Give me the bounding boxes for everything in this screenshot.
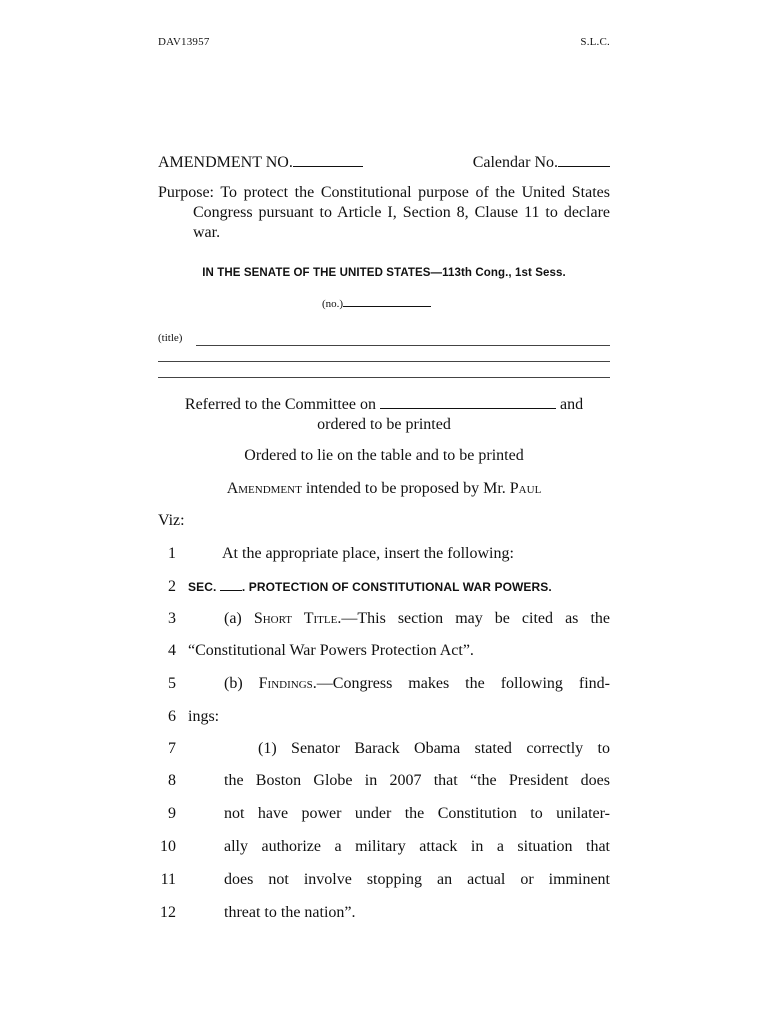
purpose-statement: Purpose: To protect the Constitutional purpose of the United States Congress pursuant to Article I, Section 8, Clause 11 to declare war. bbox=[158, 184, 610, 241]
referral-and: and bbox=[559, 396, 584, 413]
amendment-number-blank bbox=[293, 152, 363, 167]
text-line bbox=[158, 904, 610, 926]
line-number: 9 bbox=[168, 805, 176, 822]
line-number: 3 bbox=[168, 610, 176, 627]
title-label: (title) bbox=[158, 332, 183, 344]
referral-text: Referred to the Committee on bbox=[184, 396, 376, 413]
line-text: “Constitutional War Powers Protection Act”. bbox=[188, 642, 474, 659]
subsection-prefix: (a) bbox=[224, 610, 254, 627]
section-title: . PROTECTION OF CONSTITUTIONAL WAR POWERS. bbox=[241, 580, 552, 594]
text-line bbox=[158, 610, 610, 632]
title-rule-1 bbox=[196, 345, 610, 346]
line-text: the Boston Globe in 2007 that “the President does bbox=[224, 772, 610, 789]
line-number: 11 bbox=[160, 871, 176, 888]
line-number: 10 bbox=[160, 838, 176, 855]
subsection-text: .—This section may be cited as the bbox=[337, 610, 610, 627]
subsection-heading: Short Title bbox=[253, 610, 338, 627]
line-number: 1 bbox=[168, 545, 176, 562]
line-text: does not involve stopping an actual or imminent bbox=[224, 871, 610, 888]
section-label: SEC. bbox=[188, 580, 217, 594]
intended-text: intended to be proposed by Mr. bbox=[301, 480, 510, 497]
committee-blank bbox=[380, 394, 556, 409]
amendment-intended-statement bbox=[158, 480, 610, 498]
text-line bbox=[158, 772, 610, 794]
text-line bbox=[158, 871, 610, 893]
calendar-number-label: Calendar No. bbox=[472, 154, 558, 171]
office-code: S.L.C. bbox=[580, 36, 610, 48]
section-heading bbox=[188, 580, 552, 594]
line-text bbox=[224, 675, 610, 697]
text-line bbox=[158, 545, 610, 567]
line-number: 5 bbox=[168, 675, 176, 692]
line-number: 2 bbox=[168, 578, 176, 595]
referral-printed: ordered to be printed bbox=[317, 416, 451, 433]
title-row-2 bbox=[158, 348, 610, 362]
referral-statement bbox=[158, 394, 610, 435]
text-line bbox=[158, 805, 610, 827]
document-id: DAV13957 bbox=[158, 36, 210, 48]
text-line bbox=[158, 708, 610, 730]
line-number: 8 bbox=[168, 772, 176, 789]
line-text: At the appropriate place, insert the following: bbox=[222, 545, 514, 562]
line-number: 7 bbox=[168, 740, 176, 757]
bill-number-blank bbox=[343, 296, 431, 307]
ordered-to-lie: Ordered to lie on the table and to be printed bbox=[244, 447, 524, 464]
subsection-prefix: (b) bbox=[224, 675, 259, 692]
section-number-blank bbox=[220, 580, 242, 591]
title-rule-2 bbox=[158, 361, 610, 362]
text-line bbox=[158, 675, 610, 697]
senate-heading: IN THE SENATE OF THE UNITED STATES—113th Cong., 1st Sess. bbox=[202, 267, 566, 279]
subsection-text: .—Congress makes the following find- bbox=[312, 675, 610, 692]
line-text: ings: bbox=[188, 708, 220, 725]
amendment-number-row bbox=[158, 152, 610, 172]
text-line bbox=[158, 740, 610, 762]
line-text: ally authorize a military attack in a situation that bbox=[224, 838, 610, 855]
title-row bbox=[158, 332, 610, 346]
title-rule-3 bbox=[158, 377, 610, 378]
viz-label: Viz: bbox=[158, 512, 185, 529]
text-line bbox=[158, 642, 610, 664]
line-text: threat to the nation”. bbox=[224, 904, 356, 921]
calendar-number-group bbox=[473, 152, 610, 172]
calendar-number-blank bbox=[558, 152, 610, 167]
title-row-3 bbox=[158, 364, 610, 378]
bill-number-row bbox=[322, 296, 431, 310]
sponsor-name: Paul bbox=[509, 480, 542, 497]
bill-number-label: (no.) bbox=[322, 298, 344, 310]
line-number: 6 bbox=[168, 708, 176, 725]
line-text: (1) Senator Barack Obama stated correctly to bbox=[258, 740, 610, 757]
text-line bbox=[158, 838, 610, 860]
line-number: 4 bbox=[168, 642, 176, 659]
line-text: not have power under the Constitution to unilater- bbox=[224, 805, 610, 822]
subsection-heading: Findings bbox=[258, 675, 313, 692]
line-number: 12 bbox=[160, 904, 176, 921]
section-heading-line bbox=[158, 578, 610, 600]
amendment-number-label: AMENDMENT NO. bbox=[158, 154, 293, 171]
line-text bbox=[224, 610, 610, 632]
amendment-word: Amendment bbox=[226, 480, 302, 497]
